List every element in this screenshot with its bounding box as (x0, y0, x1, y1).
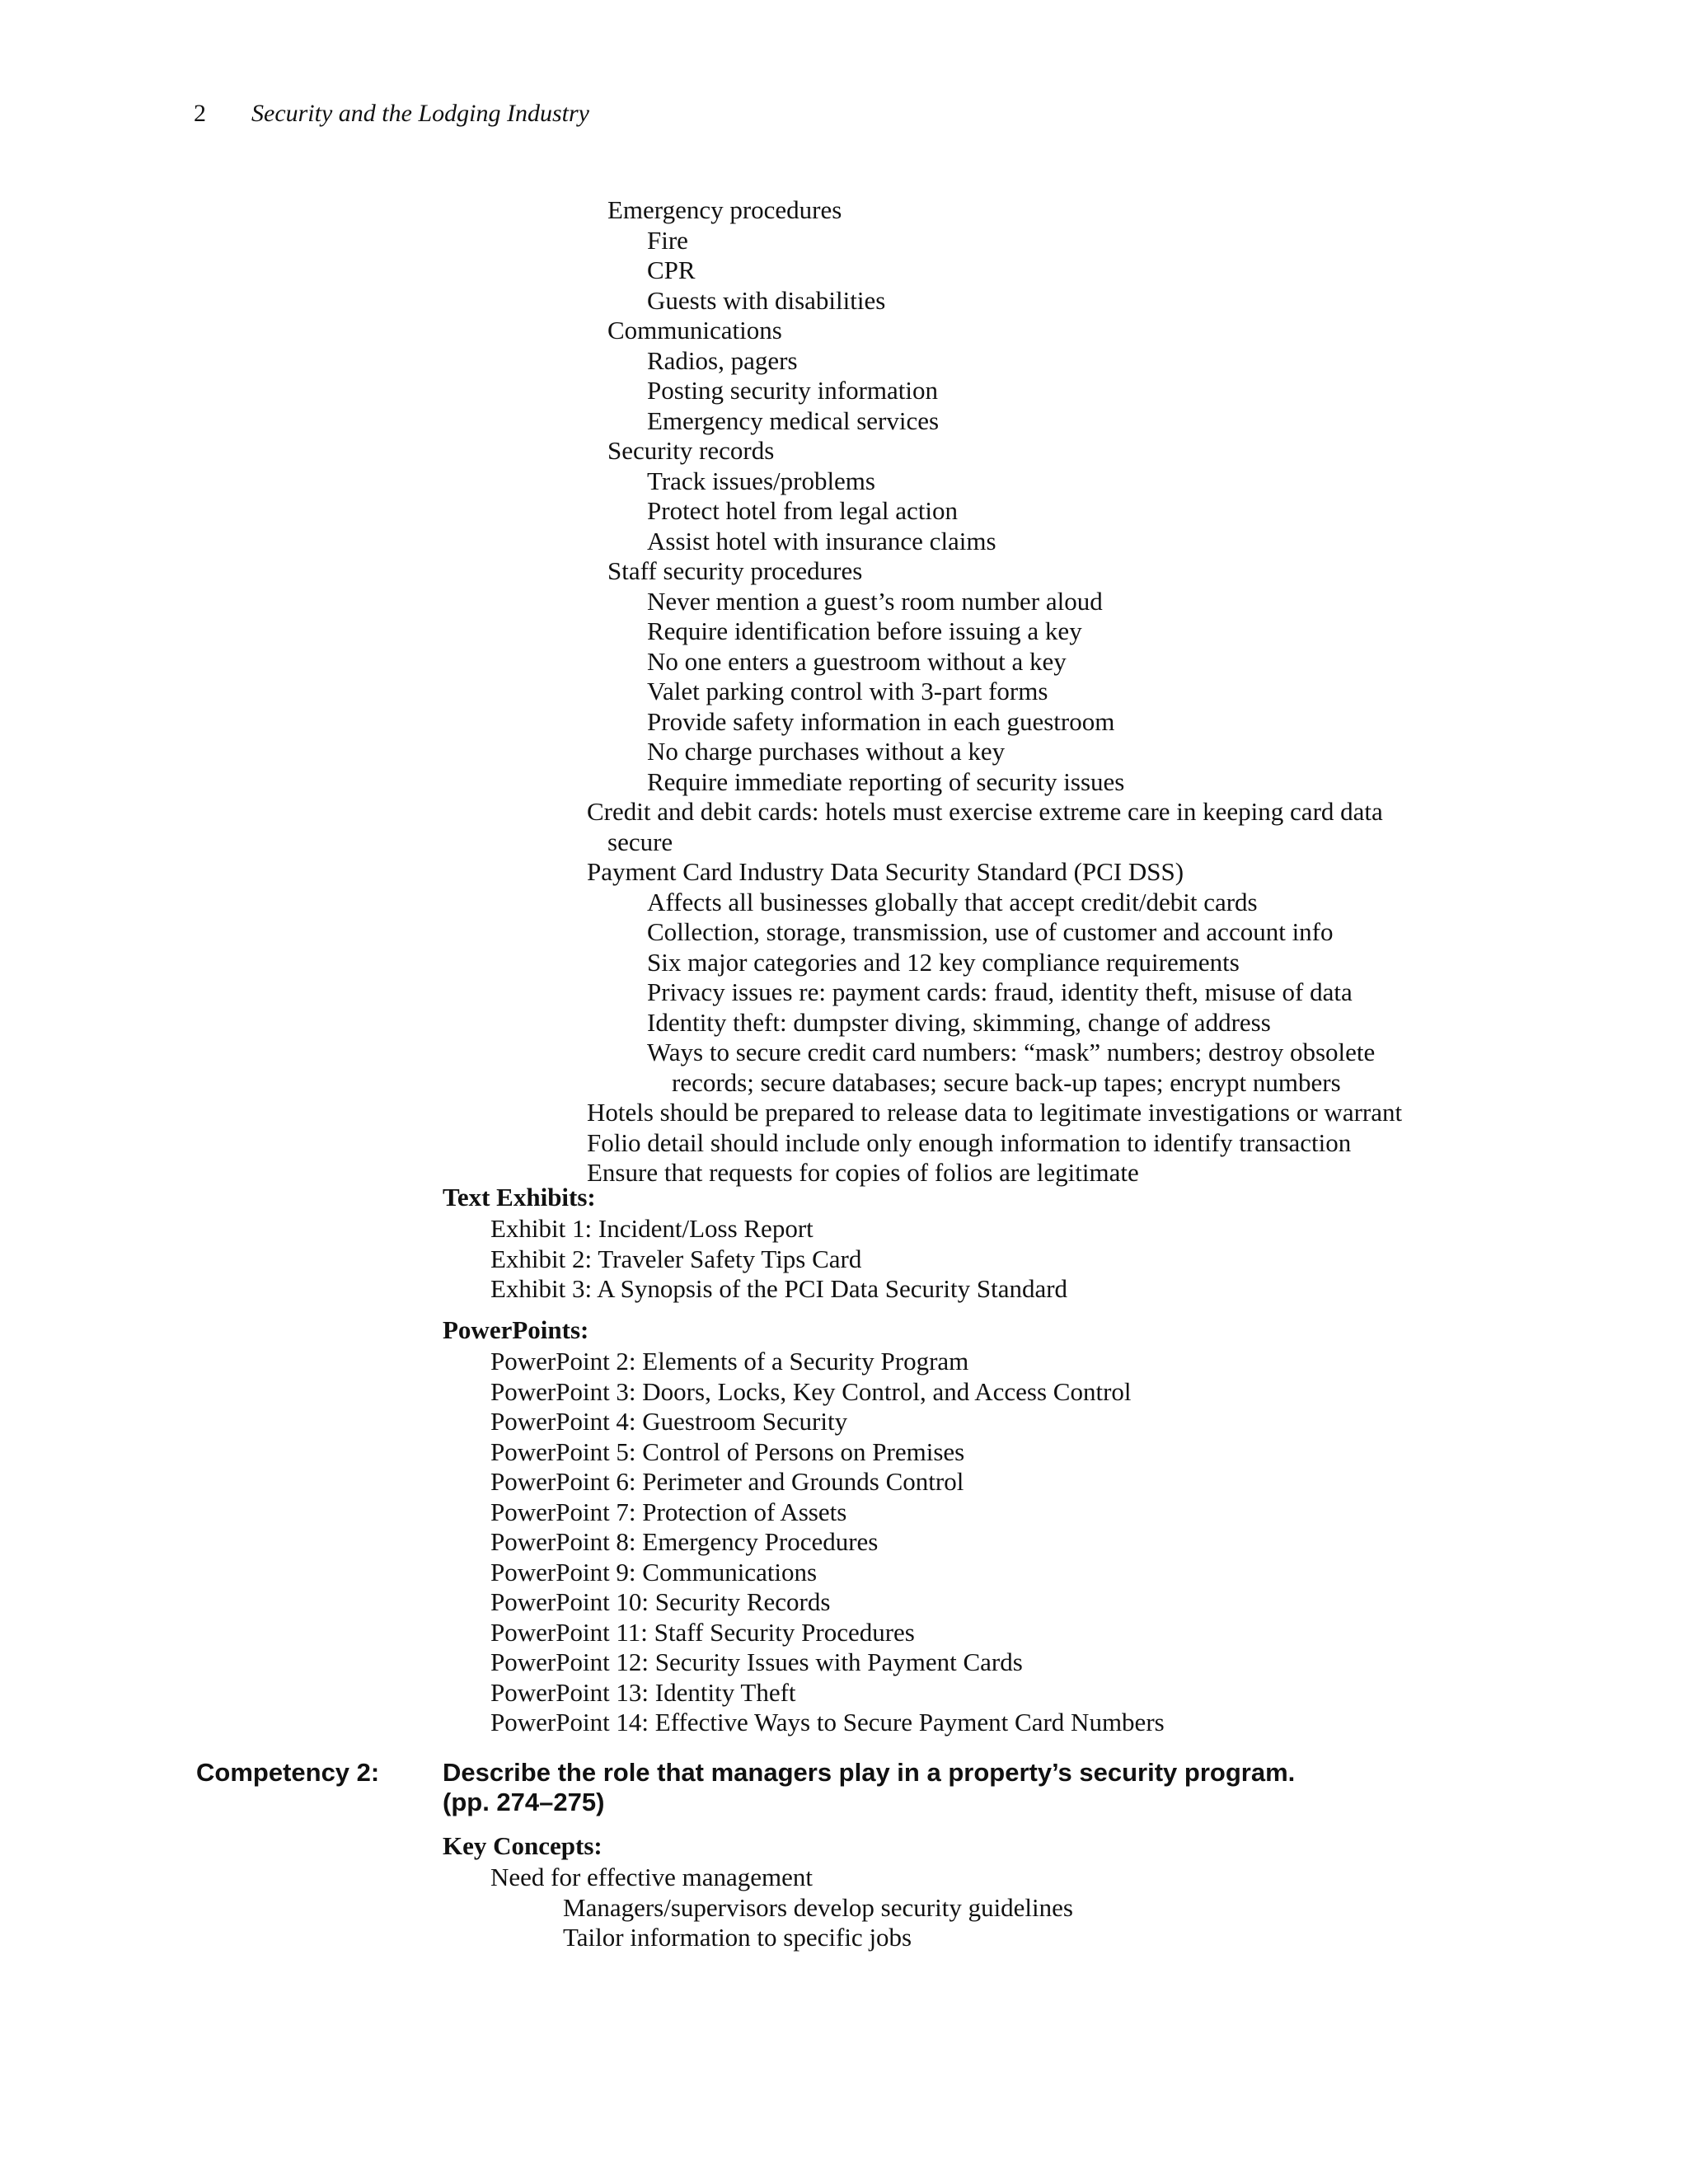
outline-item: Payment Card Industry Data Security Standard (PCI DSS) (587, 857, 1184, 886)
outline-item: Never mention a guest’s room number aloud (647, 586, 1103, 616)
running-title: Security and the Lodging Industry (251, 100, 589, 127)
outline-item: Assist hotel with insurance claims (647, 526, 996, 555)
outline-item: Ensure that requests for copies of folios are legitimate (587, 1158, 1139, 1187)
outline-item: secure (607, 827, 673, 856)
competency-description (443, 1758, 1295, 1817)
powerpoint-item: PowerPoint 13: Identity Theft (490, 1677, 796, 1707)
outline-item: records; secure databases; secure back-up tapes; encrypt numbers (672, 1067, 1341, 1097)
outline-item: No charge purchases without a key (647, 737, 1006, 766)
topic-outline (0, 195, 1688, 1188)
outline-item: Posting security information (647, 376, 939, 405)
exhibit-item: Exhibit 2: Traveler Safety Tips Card (490, 1244, 862, 1273)
outline-item: CPR (647, 255, 696, 284)
powerpoint-item: PowerPoint 12: Security Issues with Payment Cards (490, 1647, 1023, 1676)
outline-item: Protect hotel from legal action (647, 496, 959, 525)
outline-item: Ways to secure credit card numbers: “mask” numbers; destroy obsolete (647, 1038, 1376, 1066)
key-concepts-heading: Key Concepts: (443, 1831, 603, 1860)
outline-item: Fire (647, 225, 688, 255)
outline-item: Radios, pagers (647, 345, 798, 375)
powerpoints-heading: PowerPoints: (443, 1315, 589, 1344)
competency-line-1: Describe the role that managers play in a property’s security program. (443, 1758, 1296, 1787)
page-number: 2 (194, 100, 206, 127)
outline-item: Require identification before issuing a key (647, 616, 1082, 645)
powerpoint-item: PowerPoint 11: Staff Security Procedures (490, 1617, 915, 1647)
competency-pages: (pp. 274–275) (443, 1788, 605, 1816)
outline-item: Folio detail should include only enough information to identify transaction (587, 1127, 1352, 1157)
outline-item: Six major categories and 12 key compliance requirements (647, 947, 1240, 977)
outline-item: Privacy issues re: payment cards: fraud, identity theft, misuse of data (647, 977, 1353, 1006)
competency-label: Competency 2: (196, 1758, 380, 1787)
outline-item: Valet parking control with 3-part forms (647, 677, 1048, 705)
outline-item: Emergency medical services (647, 405, 940, 435)
outline-item: Collection, storage, transmission, use of customer and account info (647, 917, 1334, 946)
key-concept-subitem: Managers/supervisors develop security guidelines (563, 1892, 1073, 1922)
outline-item: Staff security procedures (607, 556, 863, 585)
key-concepts-section (0, 1830, 1688, 1953)
outline-item: Hotels should be prepared to release data to legitimate investigations or warrant (587, 1098, 1403, 1127)
text-exhibits-section (0, 1181, 1688, 1305)
outline-item: Require immediate reporting of security issues (647, 766, 1125, 796)
outline-item: Communications (607, 316, 782, 344)
powerpoint-item: PowerPoint 10: Security Records (490, 1587, 831, 1616)
outline-item: Credit and debit cards: hotels must exercise extreme care in keeping card data (587, 797, 1383, 826)
powerpoints-section (0, 1314, 1688, 1738)
powerpoint-item: PowerPoint 4: Guestroom Security (490, 1407, 848, 1436)
exhibit-item: Exhibit 1: Incident/Loss Report (490, 1214, 814, 1243)
powerpoint-item: PowerPoint 3: Doors, Locks, Key Control, and Access Control (490, 1376, 1132, 1406)
outline-item: Track issues/problems (647, 466, 875, 495)
outline-item: Provide safety information in each guestroom (647, 706, 1115, 736)
outline-item: No one enters a guestroom without a key (647, 646, 1067, 676)
powerpoint-item: PowerPoint 9: Communications (490, 1557, 818, 1586)
powerpoint-item: PowerPoint 7: Protection of Assets (490, 1497, 847, 1526)
powerpoint-item: PowerPoint 14: Effective Ways to Secure Payment Card Numbers (490, 1708, 1165, 1736)
running-header (194, 97, 589, 130)
exhibit-item: Exhibit 3: A Synopsis of the PCI Data Security Standard (490, 1274, 1068, 1303)
key-concept-subitem: Tailor information to specific jobs (563, 1923, 912, 1952)
powerpoint-item: PowerPoint 6: Perimeter and Grounds Control (490, 1467, 964, 1496)
outline-item: Identity theft: dumpster diving, skimming, change of address (647, 1007, 1271, 1037)
powerpoint-item: PowerPoint 2: Elements of a Security Program (490, 1347, 969, 1376)
key-concept-item: Need for effective management (490, 1863, 814, 1891)
outline-item: Security records (607, 436, 775, 465)
powerpoint-item: PowerPoint 5: Control of Persons on Premises (490, 1436, 965, 1466)
powerpoint-item: PowerPoint 8: Emergency Procedures (490, 1527, 879, 1556)
text-exhibits-heading: Text Exhibits: (443, 1183, 596, 1212)
outline-item: Affects all businesses globally that accept credit/debit cards (647, 887, 1258, 916)
outline-item: Emergency procedures (607, 195, 842, 224)
outline-item: Guests with disabilities (647, 285, 886, 315)
